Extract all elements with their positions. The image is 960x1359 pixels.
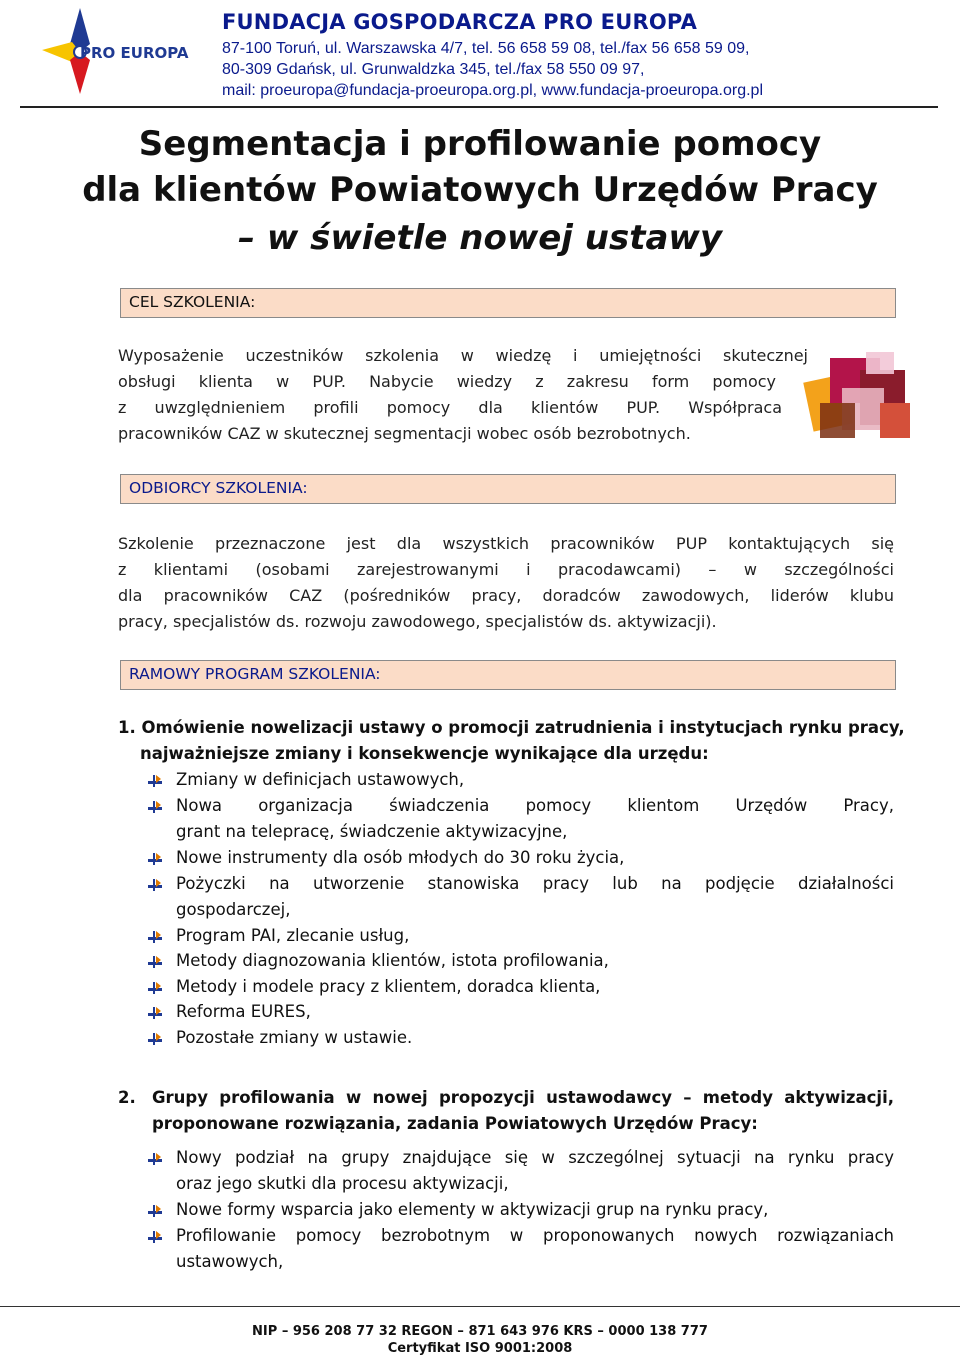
contact-line[interactable]: mail: proeuropa@fundacja-proeuropa.org.pl, www.fundacja-proeuropa.org.pl	[222, 82, 763, 99]
address-torun: 87-100 Toruń, ul. Warszawska 4/7, tel. 56 658 59 08, tel./fax 56 658 59 09,	[222, 40, 750, 57]
bullet-icon	[148, 850, 162, 869]
section-2-item: Nowe formy wsparcia jako elementy w aktywizacji grup na rynku pracy,	[176, 1200, 769, 1219]
section-1-item-cont: gospodarczej,	[176, 900, 291, 919]
bullet-icon	[148, 1030, 162, 1049]
section-1-item: Metody diagnozowania klientów, istota profilowania,	[176, 951, 609, 970]
audience-line: dla pracowników CAZ (pośredników pracy, doradców zawodowych, liderów klubu	[118, 586, 894, 605]
section-1-item: Nowe instrumenty dla osób młodych do 30 roku życia,	[176, 848, 625, 867]
section-1-item: Nowa organizacja świadczenia pomocy klientom Urzędów Pracy,	[176, 796, 894, 815]
section-1-item: Pożyczki na utworzenie stanowiska pracy lub na podjęcie działalności	[176, 874, 894, 893]
goal-line: z uwzględnieniem profili pomocy dla klientów PUP. Współpraca	[118, 398, 782, 417]
title-line-1: Segmentacja i profilowanie pomocy	[138, 124, 822, 164]
bullet-icon	[148, 1004, 162, 1023]
org-name: FUNDACJA GOSPODARCZA PRO EUROPA	[222, 10, 698, 34]
program-section-2-number: 2.	[118, 1088, 136, 1107]
goal-line: pracowników CAZ w skutecznej segmentacji wobec osób bezrobotnych.	[118, 424, 691, 443]
bullet-icon	[148, 953, 162, 972]
bullet-icon	[148, 979, 162, 998]
bullet-icon	[148, 1150, 162, 1169]
pro-europa-logo	[36, 4, 196, 96]
section-1-item: Zmiany w definicjach ustawowych,	[176, 770, 465, 789]
footer-registration: NIP – 956 208 77 32 REGON – 871 643 976 KRS – 0000 138 777	[252, 1324, 708, 1339]
audience-line: Szkolenie przeznaczone jest dla wszystkich pracowników PUP kontaktujących się	[118, 534, 894, 553]
section-2-item: Nowy podział na grupy znajdujące się w szczególnej sytuacji na rynku pracy	[176, 1148, 894, 1167]
address-gdansk: 80-309 Gdańsk, ul. Grunwaldzka 345, tel./fax 58 550 09 97,	[222, 61, 645, 78]
program-section-2-heading-cont: proponowane rozwiązania, zadania Powiatowych Urzędów Pracy:	[152, 1114, 758, 1133]
audience-line: z klientami (osobami zarejestrowanymi i pracodawcami) – w szczególności	[118, 560, 894, 579]
header-divider	[20, 106, 938, 108]
section-2-item-cont: ustawowych,	[176, 1252, 284, 1271]
bullet-icon	[148, 1202, 162, 1221]
program-section-1-heading-cont: najważniejsze zmiany i konsekwencje wynikające dla urzędu:	[140, 744, 709, 763]
section-1-item-cont: grant na telepracę, świadczenie aktywizacyjne,	[176, 822, 568, 841]
bullet-icon	[148, 772, 162, 791]
goal-line: obsługi klienta w PUP. Nabycie wiedzy z zakresu form pomocy	[118, 372, 776, 391]
program-section-1-heading: 1. Omówienie nowelizacji ustawy o promocji zatrudnienia i instytucjach rynku pracy,	[118, 718, 905, 737]
logo-text: PRO EUROPA	[80, 44, 189, 62]
bullet-icon	[148, 876, 162, 895]
section-1-item: Program PAI, zlecanie usług,	[176, 926, 410, 945]
section-1-item: Reforma EURES,	[176, 1002, 311, 1021]
audience-heading: ODBIORCY SZKOLENIA:	[120, 474, 896, 504]
section-1-item: Pozostałe zmiany w ustawie.	[176, 1028, 413, 1047]
footer-divider	[0, 1306, 960, 1307]
bullet-icon	[148, 798, 162, 817]
footer-certificate: Certyfikat ISO 9001:2008	[387, 1341, 573, 1356]
section-2-item: Profilowanie pomocy bezrobotnym w proponowanych nowych rozwiązaniach	[176, 1226, 894, 1245]
program-heading: RAMOWY PROGRAM SZKOLENIA:	[120, 660, 896, 690]
goal-line: Wyposażenie uczestników szkolenia w wiedzę i umiejętności skutecznej	[118, 346, 808, 365]
bullet-icon	[148, 928, 162, 947]
section-2-item-cont: oraz jego skutki dla procesu aktywizacji,	[176, 1174, 509, 1193]
title-line-2: dla klientów Powiatowych Urzędów Pracy	[82, 170, 878, 210]
bullet-icon	[148, 1228, 162, 1247]
audience-line: pracy, specjalistów ds. rozwoju zawodowego, specjalistów ds. aktywizacji).	[118, 612, 717, 631]
decorative-squares-image	[800, 348, 920, 448]
section-1-item: Metody i modele pracy z klientem, doradca klienta,	[176, 977, 601, 996]
title-line-3: – w świetle nowej ustawy	[238, 218, 722, 258]
goal-heading: CEL SZKOLENIA:	[120, 288, 896, 318]
program-section-2-heading: Grupy profilowania w nowej propozycji ustawodawcy – metody aktywizacji,	[152, 1088, 894, 1107]
